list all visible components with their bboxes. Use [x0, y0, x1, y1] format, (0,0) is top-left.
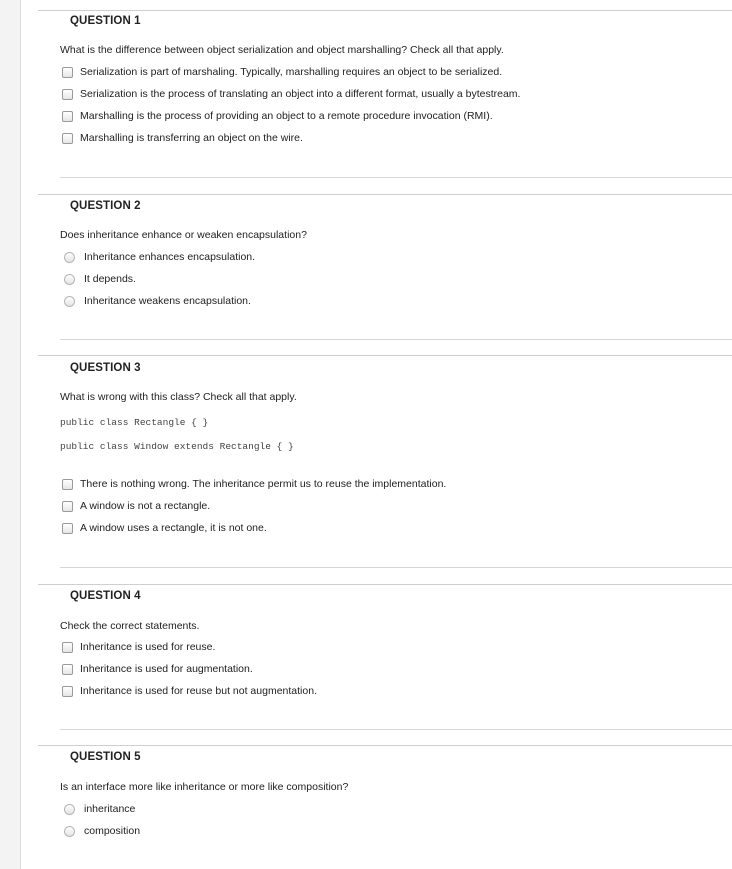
answer-label: inheritance: [84, 803, 136, 815]
answer-option[interactable]: [62, 272, 136, 286]
radio-button[interactable]: [64, 252, 75, 263]
question-title: QUESTION 1: [70, 15, 141, 27]
answer-label: A window uses a rectangle, it is not one.: [80, 522, 267, 534]
answer-option[interactable]: [62, 477, 446, 491]
question-2: [38, 194, 732, 344]
question-1: [38, 10, 732, 180]
left-rail: [0, 0, 21, 869]
answer-option[interactable]: [62, 131, 303, 145]
question-divider: [38, 10, 732, 11]
answer-label: Inheritance is used for reuse but not augmentation.: [80, 685, 317, 697]
answer-option[interactable]: [62, 294, 251, 308]
radio-button[interactable]: [64, 296, 75, 307]
radio-button[interactable]: [64, 826, 75, 837]
question-title: QUESTION 3: [70, 362, 141, 374]
checkbox[interactable]: [62, 664, 73, 675]
question-title: QUESTION 2: [70, 200, 141, 212]
answer-label: There is nothing wrong. The inheritance permit us to reuse the implementation.: [80, 478, 447, 490]
question-text: Check the correct statements.: [60, 620, 200, 632]
code-line: public class Window extends Rectangle { }: [60, 441, 294, 452]
checkbox[interactable]: [62, 133, 73, 144]
question-3: [38, 355, 732, 570]
checkbox[interactable]: [62, 642, 73, 653]
question-title: QUESTION 5: [70, 751, 141, 763]
question-5: [38, 745, 732, 865]
answer-option[interactable]: [62, 684, 317, 698]
question-text: What is the difference between object serialization and object marshalling? Check all that apply.: [60, 44, 504, 56]
answer-label: Serialization is part of marshaling. Typically, marshalling requires an object to be serialized.: [80, 66, 503, 78]
answer-label: Marshalling is the process of providing an object to a remote procedure invocation (RMI).: [80, 110, 493, 122]
answer-option[interactable]: [62, 109, 493, 123]
radio-button[interactable]: [64, 804, 75, 815]
answer-label: Inheritance weakens encapsulation.: [84, 295, 251, 307]
answer-option[interactable]: [62, 87, 520, 101]
answer-label: Inheritance is used for augmentation.: [80, 663, 253, 675]
question-bottom-divider: [60, 567, 732, 568]
answer-option[interactable]: [62, 499, 210, 513]
question-divider: [38, 745, 732, 746]
checkbox[interactable]: [62, 67, 73, 78]
question-bottom-divider: [60, 729, 732, 730]
answer-option[interactable]: [62, 521, 267, 535]
question-divider: [38, 355, 732, 356]
checkbox[interactable]: [62, 686, 73, 697]
question-text: Does inheritance enhance or weaken encapsulation?: [60, 229, 307, 241]
answer-option[interactable]: [62, 824, 140, 838]
answer-label: Inheritance enhances encapsulation.: [84, 251, 256, 263]
answer-option[interactable]: [62, 640, 215, 654]
checkbox[interactable]: [62, 479, 73, 490]
code-line: public class Rectangle { }: [60, 417, 209, 428]
answer-label: composition: [84, 825, 141, 837]
checkbox[interactable]: [62, 523, 73, 534]
checkbox[interactable]: [62, 501, 73, 512]
answer-label: Inheritance is used for reuse.: [80, 641, 216, 653]
question-4: [38, 584, 732, 734]
checkbox[interactable]: [62, 111, 73, 122]
question-title: QUESTION 4: [70, 590, 141, 602]
answer-label: Serialization is the process of translating an object into a different format, usually a bytestream.: [80, 88, 521, 100]
checkbox[interactable]: [62, 89, 73, 100]
question-text: What is wrong with this class? Check all that apply.: [60, 391, 297, 403]
answer-label: Marshalling is transferring an object on the wire.: [80, 132, 303, 144]
answer-label: It depends.: [84, 273, 136, 285]
question-divider: [38, 194, 732, 195]
question-bottom-divider: [60, 177, 732, 178]
answer-label: A window is not a rectangle.: [80, 500, 211, 512]
answer-option[interactable]: [62, 662, 253, 676]
answer-option[interactable]: [62, 802, 135, 816]
answer-option[interactable]: [62, 65, 502, 79]
radio-button[interactable]: [64, 274, 75, 285]
answer-option[interactable]: [62, 250, 255, 264]
question-divider: [38, 584, 732, 585]
question-bottom-divider: [60, 339, 732, 340]
question-text: Is an interface more like inheritance or more like composition?: [60, 781, 349, 793]
